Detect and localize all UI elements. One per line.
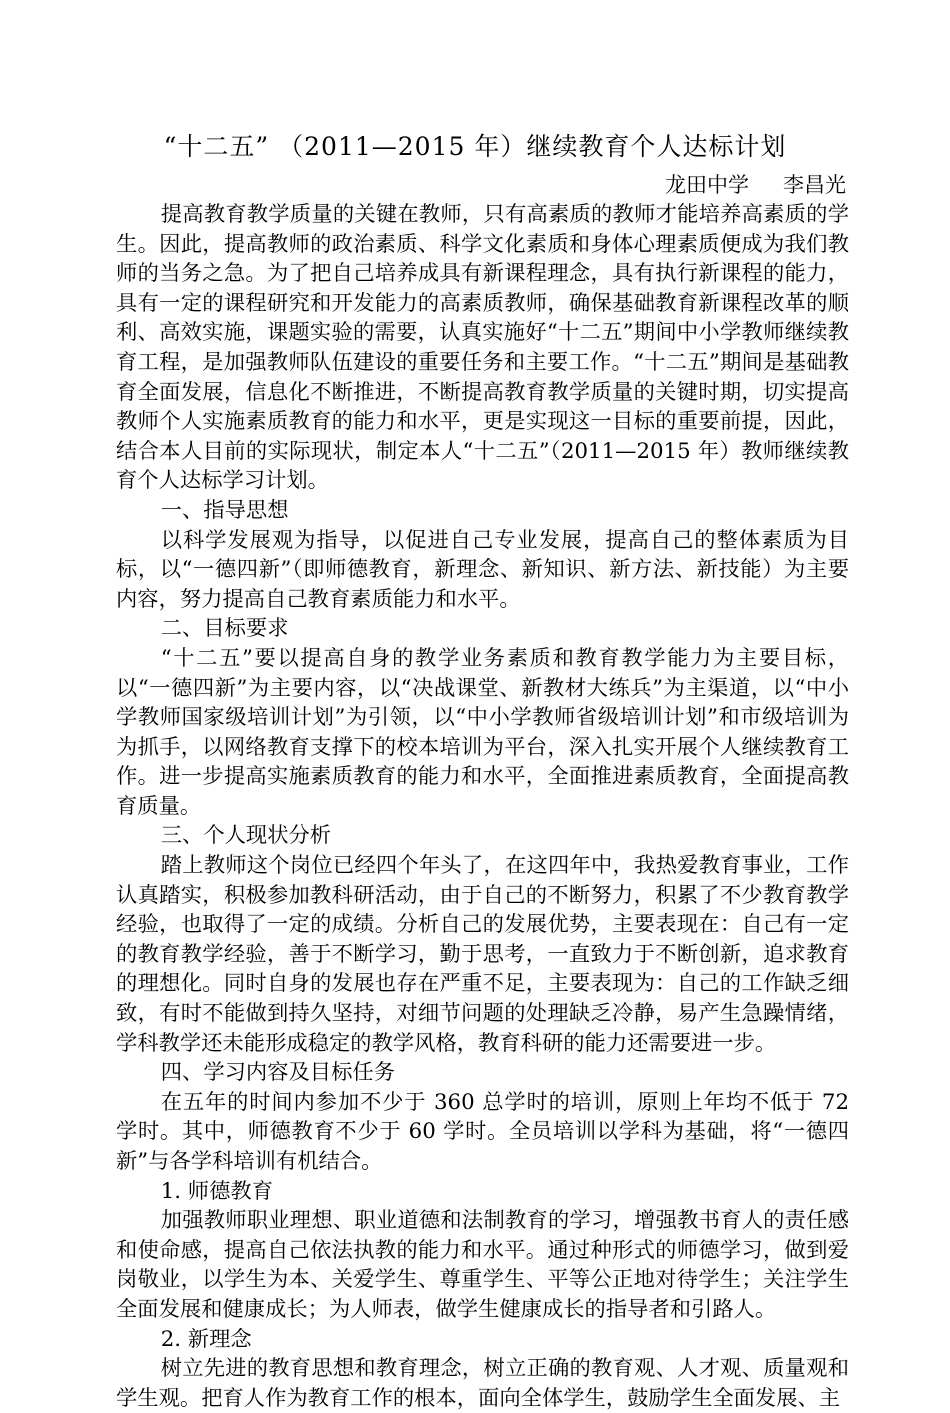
document-body [116,200,849,1413]
section-heading-goals: 二、目标要求 [160,616,289,642]
subsection-heading-ethics: 1. 师德教育 [160,1178,273,1204]
section-heading-learning-content: 四、学习内容及目标任务 [160,1060,395,1086]
subsection-text-ethics: 加强教师职业理想、职业道德和法制教育的学习，增强教书育人的责任感和使命感，提高自己依法执教的能力和水平。通过种形式的师德学习，做到爱岗敬业，以学生为本、关爱学生、尊重学生、平等公正地对待学生；关注学生全面发展和健康成长；为人师表，做学生健康成长的指导者和引路人。 [116,1208,849,1322]
author-line [665,172,846,198]
section-heading-guiding-ideology: 一、指导思想 [160,497,289,523]
subsection-text-new-concepts: 树立先进的教育思想和教育理念，树立正确的教育观、人才观、质量观和学生观。把育人作为教育工作的根本，面向全体学生，鼓励学生全面发展、主 [116,1356,849,1411]
section-text-status-analysis: 踏上教师这个岗位已经四个年头了，在这四年中，我热爱教育事业，工作认真踏实，积极参加教科研活动，由于自己的不断努力，积累了不少教育教学经验，也取得了一定的成绩。分析自己的发展优势，主要表现在：自己有一定的教育教学经验，善于不断学习，勤于思考，一直致力于不断创新，追求教育的理想化。同时自身的发展也存在严重不足，主要表现为：自己的工作缺乏细致，有时不能做到持久坚持，对细节问题的处理缺乏冷静，易产生急躁情绪，学科教学还未能形成稳定的教学风格，教育科研的能力还需要进一步。 [116,853,849,1056]
author-school: 龙田中学 [665,173,749,197]
section-text-goals: “十二五”要以提高自身的教学业务素质和教育教学能力为主要目标，以“一德四新”为主要内容，以“决战课堂、新教材大练兵”为主渠道，以“中小学教师国家级培训计划”为引领，以“中小学教师省级培训计划”和市级培训为为抓手，以网络教育支撑下的校本培训为平台，深入扎实开展个人继续教育工作。进一步提高实施素质教育的能力和水平，全面推进素质教育，全面提高教育质量。 [116,645,849,819]
document-title: “十二五” （2011—2015 年）继续教育个人达标计划 [163,132,787,161]
intro-paragraph: 提高教育教学质量的关键在教师，只有高素质的教师才能培养高素质的学生。因此，提高教师的政治素质、科学文化素质和身体心理素质便成为我们教师的当务之急。为了把自己培养成具有新课程理念，具有执行新课程的能力，具有一定的课程研究和开发能力的高素质教师，确保基础教育新课程改革的顺利、高效实施，课题实验的需要，认真实施好“十二五”期间中小学教师继续教育工程，是加强教师队伍建设的重要任务和主要工作。“十二五”期间是基础教育全面发展，信息化不断推进，不断提高教育教学质量的关键时期，切实提高教师个人实施素质教育的能力和水平，更是实现这一目标的重要前提，因此，结合本人目前的实际现状，制定本人“十二五”（2011—2015 年）教师继续教育个人达标学习计划。 [116,202,849,494]
author-name: 李昌光 [783,173,846,197]
section-heading-status-analysis: 三、个人现状分析 [160,823,332,849]
section-text-guiding-ideology: 以科学发展观为指导，以促进自己专业发展，提高自己的整体素质为目标，以“一德四新”（即师德教育，新理念、新知识、新方法、新技能）为主要内容，努力提高自己教育素质能力和水平。 [116,527,849,612]
subsection-heading-new-concepts: 2. 新理念 [160,1326,252,1352]
section-text-learning-content: 在五年的时间内参加不少于 360 总学时的培训，原则上年均不低于 72 学时。其中，师德教育不少于 60 学时。全员培训以学科为基础，将“一德四新”与各学科培训有机结合。 [116,1089,849,1174]
